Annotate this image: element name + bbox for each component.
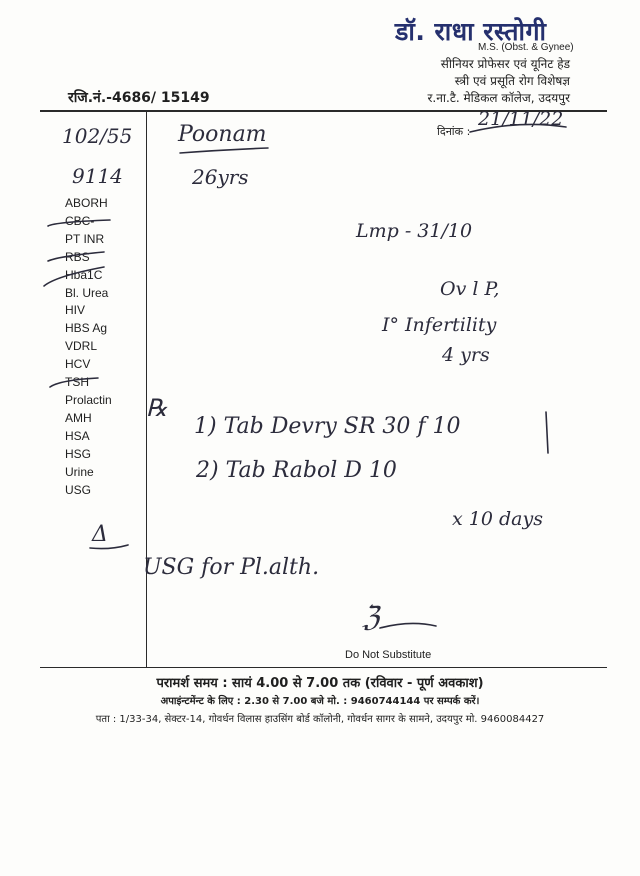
test-item: HIV: [65, 303, 86, 318]
test-item: HSA: [65, 428, 90, 443]
consultation-time: परामर्श समय : सायं 4.00 से 7.00 तक (रविवार - पूर्ण अवकाश): [156, 676, 484, 691]
signature: ℨ: [362, 600, 380, 633]
test-item: Urine: [65, 464, 94, 479]
rx-line-2: 2) Tab Rabol D 10: [196, 458, 397, 483]
do-not-substitute: Do Not Substitute: [345, 649, 432, 661]
doctor-name: डॉ. राधा रस्तोगी: [395, 17, 547, 46]
rx-symbol: ℞: [146, 394, 168, 422]
test-item: Prolactin: [65, 392, 112, 407]
test-item: CBC-: [65, 213, 95, 228]
test-item: Bl. Urea: [65, 285, 109, 300]
check-cbc-icon: [48, 220, 110, 226]
advice-symbol: Δ: [92, 522, 108, 547]
doctor-specialty: स्त्री एवं प्रसूति रोग विशेषज्ञ: [454, 74, 570, 88]
test-item: HBS Ag: [65, 321, 108, 336]
test-item: HSG: [65, 446, 92, 461]
registration-number: रजि.नं.-4686/ 15149: [68, 90, 210, 106]
check-hba1c-icon: [44, 267, 104, 286]
patient-age: 26yrs: [192, 165, 249, 189]
history-line-1: Ov l P,: [440, 278, 500, 300]
advice-note: USG for Pl.alth.: [143, 555, 320, 580]
test-item: VDRL: [65, 339, 98, 354]
history-line-2: I° Infertility: [382, 314, 497, 336]
test-item: PT INR: [65, 231, 105, 246]
doctor-designation: सीनियर प्रोफेसर एवं यूनिट हेड: [440, 57, 570, 71]
lines-scribble: [470, 124, 566, 132]
footer-divider: [40, 667, 607, 668]
check-rbs-icon: [48, 252, 104, 261]
rx-bracket: [546, 412, 548, 453]
test-item: AMH: [65, 410, 92, 425]
rx-line-1: 1) Tab Devry SR 30 f 10: [194, 414, 461, 439]
date-label: दिनांक :: [437, 125, 471, 138]
name-underline: [180, 148, 268, 153]
appointment-info: अपाइंन्टमेंन्ट के लिए : 2.30 से 7.00 बजे मो. : 9460744144 पर सम्पर्क करें।: [160, 696, 480, 707]
check-tsh-icon: [50, 378, 98, 387]
test-item: USG: [65, 482, 92, 497]
doctor-qualification: M.S. (Obst. & Gynee): [478, 42, 574, 53]
signature-flourish: [380, 623, 436, 628]
test-item: Hba1C: [65, 267, 103, 282]
rx-line-3: x 10 days: [452, 508, 543, 530]
college-name: र.ना.टै. मेडिकल कॉलेज, उदयपुर: [427, 91, 570, 105]
handwritten-date: 21/11/22: [478, 108, 564, 130]
lmp-note: Lmp - 31/10: [356, 220, 473, 242]
patient-name: Poonam: [178, 122, 267, 147]
left-note-2: 9114: [72, 164, 123, 188]
test-item: TSH: [65, 375, 89, 390]
test-item: RBS: [65, 249, 90, 264]
test-item: ABORH: [65, 196, 108, 210]
clinic-address: पता : 1/33-34, सेक्टर-14, गोवर्धन विलास हाउसिंग बोर्ड कॉलोनी, गोवर्धन सागर के सामने, उदयपुर मो. 9460084427: [95, 714, 545, 725]
left-note-1: 102/55: [62, 124, 133, 148]
test-item: HCV: [65, 357, 91, 372]
history-line-3: 4 yrs: [442, 344, 490, 366]
